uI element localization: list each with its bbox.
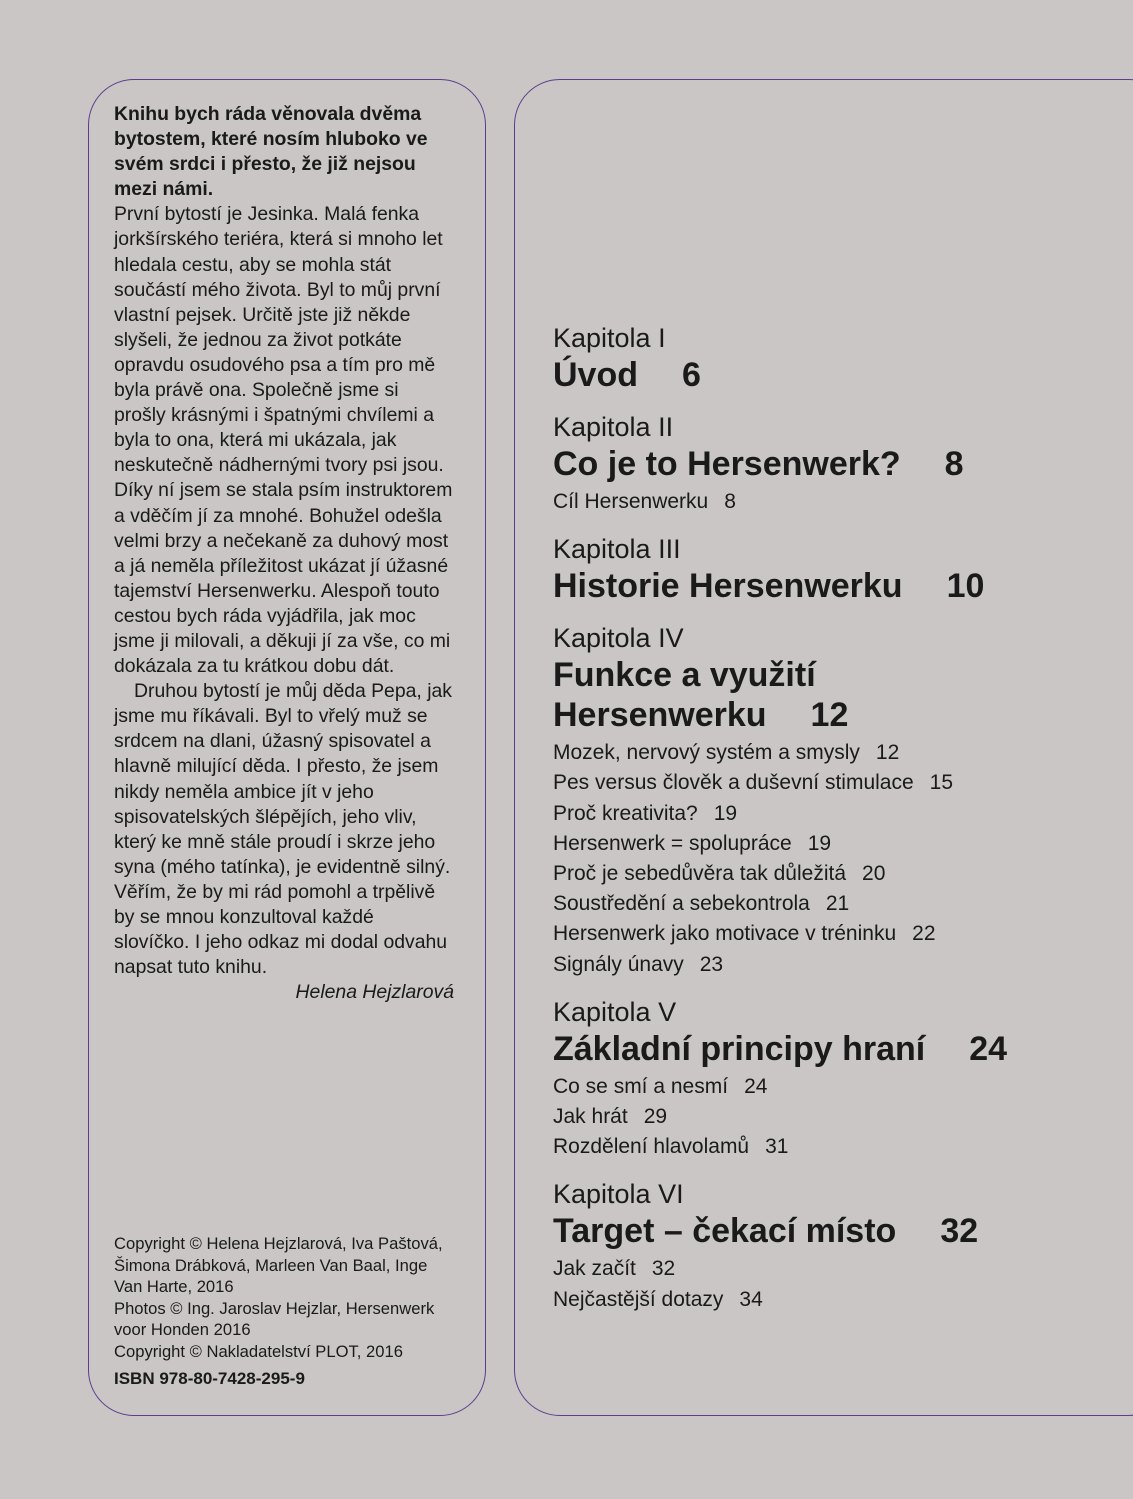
- toc-entry-page: 24: [744, 1074, 768, 1098]
- toc-entry-page: 12: [875, 741, 900, 765]
- toc-entry-text: Soustředění a sebekontrola: [553, 892, 810, 916]
- chapter-page-number: 32: [940, 1212, 979, 1251]
- chapter-page-number: 8: [944, 445, 964, 483]
- toc-entry: [553, 1285, 1113, 1315]
- toc-entry-page: 34: [739, 1287, 763, 1311]
- dedication-signature: Helena Hejzlarová: [295, 981, 454, 1004]
- toc-entry-text: Proč je sebedůvěra tak důležitá: [553, 862, 847, 886]
- chapter-title-text: Hersenwerku: [553, 696, 767, 735]
- toc-entry: [553, 889, 1113, 919]
- toc-entry-text: Mozek, nervový systém a smysly: [553, 741, 860, 765]
- copyright-line: Copyright © Helena Hejzlarová, Iva Paštová, Šimona Drábková, Marleen Van Baal, Inge Van Harte, 2016: [114, 1234, 443, 1297]
- chapter-title: [553, 444, 1113, 484]
- toc-entry: [553, 799, 1113, 829]
- copyright-line: Copyright © Nakladatelství PLOT, 2016: [114, 1341, 403, 1361]
- toc-entry: [553, 1254, 1113, 1284]
- dedication-intro: Knihu bych ráda věnovala dvěma bytostem, které nosím hluboko ve svém srdci i přesto, že již nejsou mezi námi.: [114, 103, 428, 201]
- toc-chapter: [553, 996, 1113, 1163]
- toc-entry: [553, 1102, 1113, 1132]
- toc-entry-text: Hersenwerk = spolupráce: [553, 831, 792, 855]
- chapter-label: Kapitola III: [553, 534, 681, 565]
- toc-entry-text: Nejčastější dotazy: [553, 1287, 724, 1311]
- toc-entry: [553, 1072, 1113, 1102]
- dedication: [114, 102, 454, 1005]
- toc-entry-text: Proč kreativita?: [553, 801, 698, 825]
- toc-entry: [553, 829, 1113, 859]
- toc-entry-page: 22: [912, 922, 936, 946]
- chapter-title: [553, 355, 1113, 395]
- chapter-label: Kapitola IV: [553, 623, 684, 654]
- toc-chapter: [553, 322, 1113, 395]
- dedication-paragraph-1: První bytostí je Jesinka. Malá fenka jorkšírského teriéra, která si mnoho let hledala cestu, aby se mohla stát součástí mého života. Byl to můj první vlastní pejsek. Určitě jste již někde slyšeli, že jednou za život potkáte opravdu osudového psa a tím pro mě byla právě ona. Společně jsme si prošly krásnými i špatnými chvílemi a byla to ona, která mi ukázala, jak neskutečně nádhernými tvory psi jsou. Díky ní jsem se stala psím instruktorem a vděčím jí za mnohé. Bohužel odešla velmi brzy a nečekaně za duhový most a já neměla příležitost ukázat jí úžasné tajemství Hersenwerku. Alespoň touto cestou bych ráda vyjádřila, jak moc jsme ji milovali, a děkuji jí za vše, co mi dokázala za tu krátkou dobu dát.: [114, 203, 453, 678]
- toc-entry: [553, 950, 1113, 980]
- toc-entry: [553, 859, 1113, 889]
- chapter-label: Kapitola II: [553, 412, 674, 442]
- toc-entry-text: Jak hrát: [553, 1105, 628, 1129]
- toc-entry-text: Cíl Hersenwerku: [553, 490, 709, 513]
- toc-entry-page: 21: [825, 892, 850, 916]
- chapter-title: [553, 1029, 1113, 1069]
- copyright-block: [114, 1233, 454, 1389]
- toc-entry-page: 15: [929, 771, 954, 795]
- chapter-title: [553, 1211, 1113, 1251]
- toc-chapter: [553, 622, 1113, 980]
- toc-entry-list: [553, 487, 1113, 517]
- toc-chapter: [553, 411, 1113, 517]
- table-of-contents: [553, 322, 1113, 1315]
- chapter-label: Kapitola V: [553, 996, 677, 1027]
- toc-entry-text: Co se smí a nesmí: [553, 1074, 729, 1098]
- chapter-title-text: Základní principy hraní: [553, 1029, 926, 1068]
- toc-entry-text: Pes versus člověk a duševní stimulace: [553, 771, 914, 795]
- toc-entry-text: Hersenwerk jako motivace v tréninku: [553, 922, 897, 946]
- toc-entry-text: Jak začít: [553, 1257, 636, 1281]
- toc-entry: [553, 919, 1113, 949]
- toc-entry-text: Signály únavy: [553, 952, 684, 976]
- toc-entry: [553, 1132, 1113, 1162]
- toc-entry-page: 29: [643, 1105, 668, 1129]
- toc-entry-page: 20: [862, 862, 886, 886]
- toc-entry-page: 19: [807, 831, 832, 855]
- chapter-label: Kapitola I: [553, 323, 666, 353]
- chapter-title: [553, 695, 1113, 735]
- toc-entry: [553, 738, 1113, 768]
- toc-entry-page: 19: [713, 801, 738, 825]
- chapter-page-number: 6: [682, 356, 701, 394]
- chapter-title-text: Úvod: [553, 356, 638, 394]
- chapter-label: Kapitola VI: [553, 1179, 684, 1210]
- toc-entry-list: [553, 1254, 1113, 1314]
- toc-entry-page: 8: [724, 490, 736, 513]
- chapter-page-number: 10: [946, 567, 985, 606]
- toc-entry: [553, 768, 1113, 798]
- chapter-page-number: 24: [969, 1029, 1008, 1068]
- toc-chapter: [553, 533, 1113, 606]
- chapter-title: Funkce a využití: [553, 656, 816, 695]
- chapter-title-text: Historie Hersenwerku: [553, 567, 903, 606]
- chapter-title-text: Co je to Hersenwerk?: [553, 445, 901, 483]
- toc-entry-list: [553, 1072, 1113, 1163]
- toc-chapter: [553, 1178, 1113, 1314]
- isbn: ISBN 978-80-7428-295-9: [114, 1368, 305, 1388]
- chapter-page-number: 12: [810, 696, 849, 735]
- toc-entry-page: 23: [699, 952, 724, 976]
- toc-entry: [553, 487, 1113, 517]
- toc-entry-text: Rozdělení hlavolamů: [553, 1135, 750, 1159]
- dedication-paragraph-2: Druhou bytostí je můj děda Pepa, jak jsme mu říkávali. Byl to vřelý muž se srdcem na dlani, úžasný spisovatel a hlavně milující děda. I přesto, že jsem nikdy neměla ambice jít v jeho spisovatelských šlépějích, jeho vliv, který ke mně stále proudí i skrze jeho syna (mého tatínka), je evidentně silný. Věřím, že by mi rád pomohl a trpělivě by se mnou konzultoval každé slovíčko. I jeho odkaz mi dodal odvahu napsat tuto knihu.: [114, 680, 452, 979]
- chapter-title: [553, 566, 1113, 606]
- toc-entry-page: 31: [765, 1135, 789, 1159]
- chapter-title-text: Target – čekací místo: [553, 1212, 897, 1251]
- copyright-line: Photos © Ing. Jaroslav Hejzlar, Hersenwerk voor Honden 2016: [114, 1298, 435, 1340]
- toc-entry-page: 32: [651, 1257, 676, 1281]
- toc-entry-list: [553, 738, 1113, 980]
